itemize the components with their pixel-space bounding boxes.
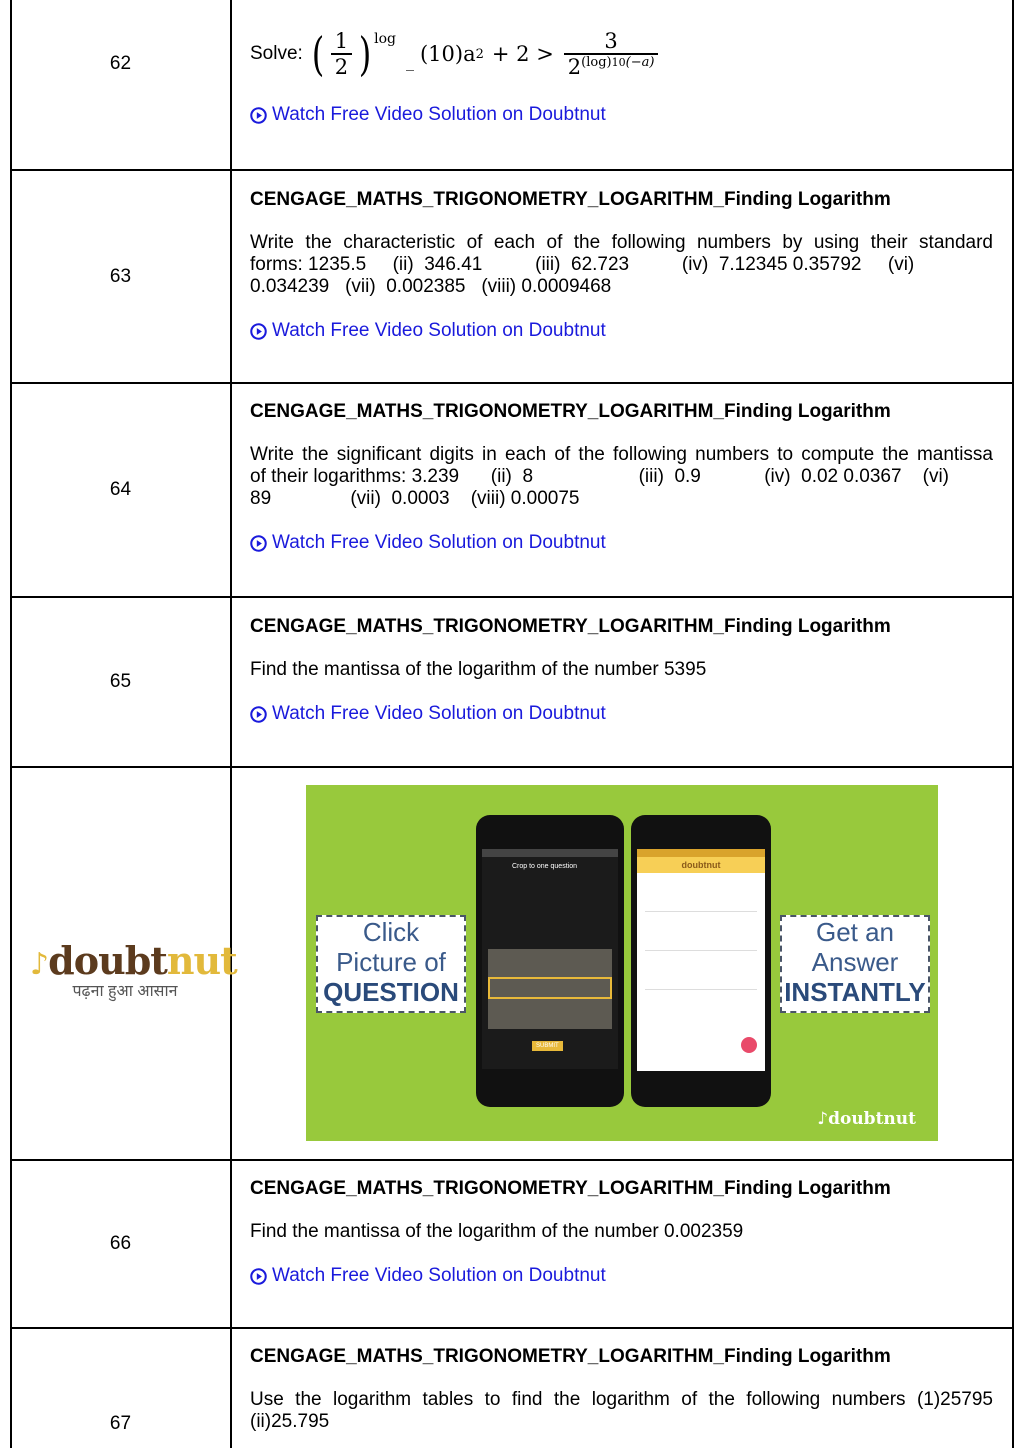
question-number: 64 bbox=[109, 479, 132, 500]
question-number: 65 bbox=[109, 671, 132, 692]
question-heading: CENGAGE_MATHS_TRIGONOMETRY_LOGARITHM_Finding Logarithm bbox=[250, 1346, 891, 1367]
question-content bbox=[250, 188, 993, 342]
phone-answer-mockup: doubtnut bbox=[631, 815, 771, 1107]
watch-video-link[interactable]: Watch Free Video Solution on Doubtnut bbox=[250, 703, 993, 725]
logo-note-icon: ♪ bbox=[817, 1109, 829, 1129]
question-number: 62 bbox=[109, 53, 132, 74]
table-row-62 bbox=[10, 0, 1013, 169]
play-circle-icon bbox=[250, 323, 267, 340]
watch-video-link[interactable]: Watch Free Video Solution on Doubtnut bbox=[250, 320, 993, 342]
question-heading: CENGAGE_MATHS_TRIGONOMETRY_LOGARITHM_Finding Logarithm bbox=[250, 1178, 891, 1199]
question-content bbox=[250, 615, 993, 725]
question-content bbox=[250, 1345, 993, 1433]
question-content bbox=[250, 1177, 993, 1287]
play-circle-icon bbox=[250, 107, 267, 124]
question-number: 63 bbox=[109, 266, 132, 287]
play-circle-icon bbox=[250, 535, 267, 552]
table-row-64 bbox=[10, 384, 1013, 596]
solve-label: Solve: bbox=[250, 43, 303, 64]
submit-button: SUBMIT bbox=[532, 1041, 563, 1051]
crop-box bbox=[488, 977, 612, 999]
question-number: 67 bbox=[109, 1413, 132, 1434]
banner-logo: ♪doubtnut bbox=[817, 1109, 916, 1129]
watch-video-link[interactable]: Watch Free Video Solution on Doubtnut bbox=[250, 104, 993, 126]
question-text: Find the mantissa of the logarithm of the number 0.002359 bbox=[250, 1221, 744, 1242]
logo-tagline: पढ़ना हुआ आसान bbox=[72, 983, 178, 1000]
table-row-66 bbox=[10, 1161, 1013, 1327]
chat-fab-icon bbox=[741, 1037, 757, 1053]
question-heading: CENGAGE_MATHS_TRIGONOMETRY_LOGARITHM_Finding Logarithm bbox=[250, 401, 891, 422]
question-text: Use the logarithm tables to find the logarithm of the following numbers (1)25795 (ii)25.795 bbox=[250, 1389, 993, 1432]
question-number: 66 bbox=[109, 1233, 132, 1254]
question-text: Write the characteristic of each of the following numbers by using their standard forms: 1235.5 (ii) 346.41 (iii) 62.723 (iv) 7.12345 0.35792 (vi) 0.034239 (vii) 0.002385 (viii) 0.0009468 bbox=[250, 232, 993, 297]
watch-video-link[interactable]: Watch Free Video Solution on Doubtnut bbox=[250, 1265, 993, 1287]
question-content bbox=[250, 20, 993, 126]
click-picture-callout: Click Picture of QUESTION bbox=[316, 915, 466, 1013]
question-heading: CENGAGE_MATHS_TRIGONOMETRY_LOGARITHM_Finding Logarithm bbox=[250, 616, 891, 637]
watch-video-link[interactable]: Watch Free Video Solution on Doubtnut bbox=[250, 532, 993, 554]
table-row-67 bbox=[10, 1329, 1013, 1448]
play-circle-icon bbox=[250, 1268, 267, 1285]
get-answer-callout: Get an Answer INSTANTLY bbox=[780, 915, 930, 1013]
phone-camera-mockup: Crop to one question SUBMIT bbox=[476, 815, 624, 1107]
play-circle-icon bbox=[250, 706, 267, 723]
logo-note-icon: ♪ bbox=[30, 947, 49, 982]
ad-row bbox=[10, 768, 1013, 1159]
table-row-65 bbox=[10, 598, 1013, 766]
question-text: Write the significant digits in each of the following numbers to compute the mantissa of their logarithms: 3.239 (ii) 8 (iii) 0.9 (iv) 0.02 0.0367 (vi) 89 (vii) 0.0003 (viii) 0.00075 bbox=[250, 444, 993, 509]
promo-banner[interactable] bbox=[306, 785, 938, 1141]
question-heading: CENGAGE_MATHS_TRIGONOMETRY_LOGARITHM_Finding Logarithm bbox=[250, 189, 891, 210]
question-content bbox=[250, 400, 993, 554]
doubtnut-logo: ♪doubtnut पढ़ना हुआ आसान bbox=[30, 938, 237, 1000]
question-text: Find the mantissa of the logarithm of the number 5395 bbox=[250, 659, 707, 680]
math-expression: ( $\frac{1}{2}$ ) log _ (10)a 2 + 2 > $\frac{3}{2^{(log)10(-a)}}$ bbox=[309, 29, 663, 79]
table-row-63 bbox=[10, 171, 1013, 382]
equation bbox=[250, 20, 993, 88]
